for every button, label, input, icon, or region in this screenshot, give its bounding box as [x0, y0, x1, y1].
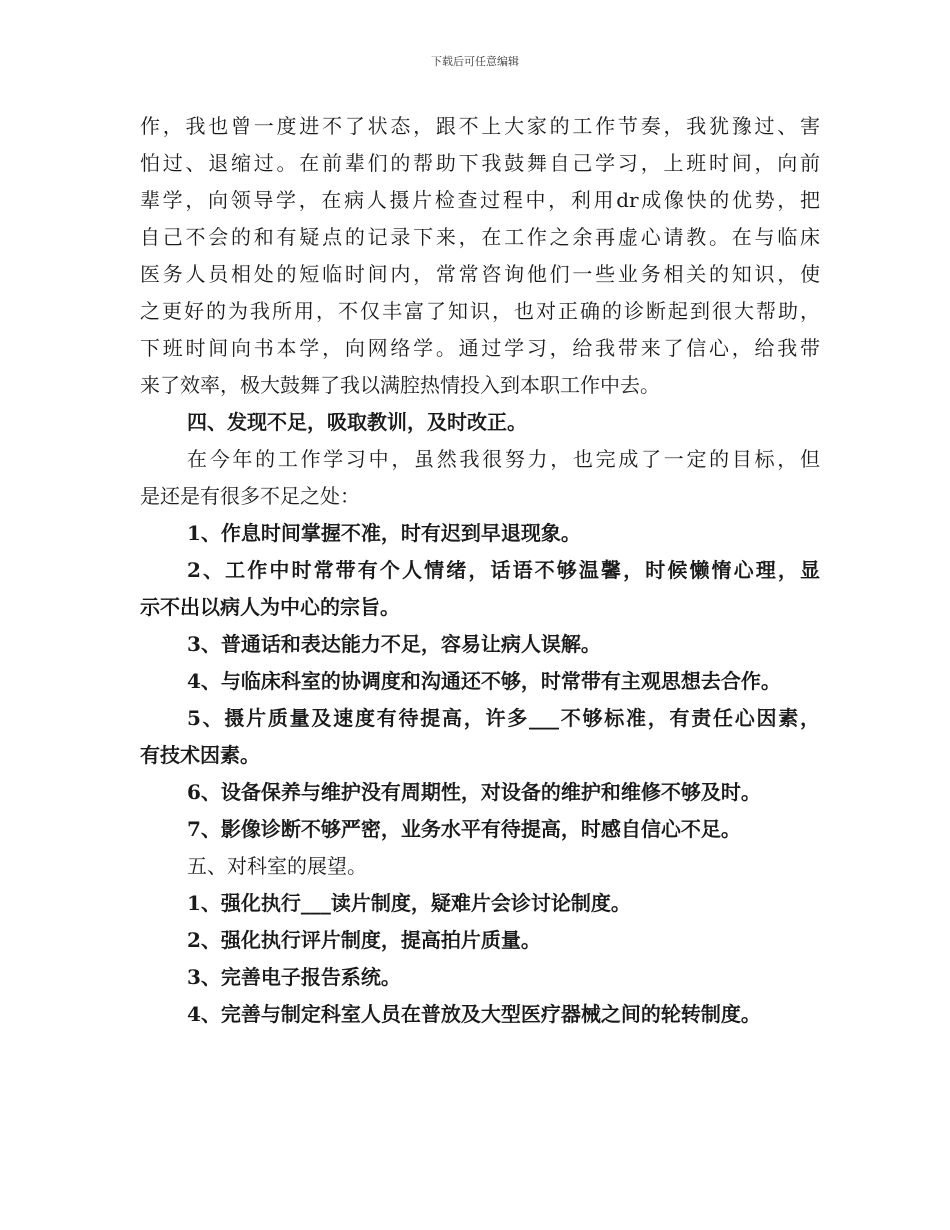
page-header: 下载后可任意编辑 [431, 55, 519, 68]
list-item: 7、影像诊断不够严密，业务水平有待提高，时感自信心不足。 [187, 817, 741, 841]
paragraph-line: 之更好的为我所用，不仅丰富了知识，也对正确的诊断起到很大帮助， [140, 299, 820, 323]
list-item: 1、强化执行___读片制度，疑难片会诊讨论制度。 [187, 891, 631, 915]
list-item-continuation: 示不出以病人为中心的宗旨。 [140, 595, 400, 619]
paragraph-line: 来了效率，极大鼓舞了我以满腔热情投入到本职工作中去。 [140, 373, 660, 397]
section-heading-five: 五、对科室的展望。 [187, 854, 367, 878]
list-item: 2、工作中时常带有个人情绪，话语不够温馨，时候懒惰心理，显 [187, 558, 820, 582]
section-heading-four: 四、发现不足，吸取教训，及时改正。 [187, 410, 527, 434]
list-item: 5、摄片质量及速度有待提高，许多___不够标准，有责任心因素， [187, 706, 820, 730]
paragraph-line: 作，我也曾一度进不了状态，跟不上大家的工作节奏，我犹豫过、害 [140, 114, 820, 138]
document-body [140, 108, 820, 1033]
list-item: 1、作息时间掌握不准，时有迟到早退现象。 [187, 521, 581, 545]
paragraph-line: 是还是有很多不足之处： [140, 484, 360, 508]
paragraph-line: 怕过、退缩过。在前辈们的帮助下我鼓舞自己学习，上班时间，向前 [140, 151, 820, 175]
list-item-continuation: 有技术因素。 [140, 743, 260, 767]
paragraph-line: 下班时间向书本学，向网络学。通过学习，给我带来了信心，给我带 [140, 336, 820, 360]
list-item: 4、完善与制定科室人员在普放及大型医疗器械之间的轮转制度。 [187, 1002, 761, 1026]
list-item: 2、强化执行评片制度，提高拍片质量。 [187, 928, 541, 952]
list-item: 3、普通话和表达能力不足，容易让病人误解。 [187, 632, 601, 656]
list-item: 3、完善电子报告系统。 [187, 965, 401, 989]
paragraph-line: 在今年的工作学习中，虽然我很努力，也完成了一定的目标，但 [187, 447, 820, 471]
list-item: 4、与临床科室的协调度和沟通还不够，时常带有主观思想去合作。 [187, 669, 781, 693]
paragraph-line: 自己不会的和有疑点的记录下来，在工作之余再虚心请教。在与临床 [140, 225, 820, 249]
paragraph-line: 医务人员相处的短临时间内，常常咨询他们一些业务相关的知识，使 [140, 262, 820, 286]
paragraph-line: 辈学，向领导学，在病人摄片检查过程中，利用dr成像快的优势，把 [140, 188, 820, 212]
list-item: 6、设备保养与维护没有周期性，对设备的维护和维修不够及时。 [187, 780, 761, 804]
